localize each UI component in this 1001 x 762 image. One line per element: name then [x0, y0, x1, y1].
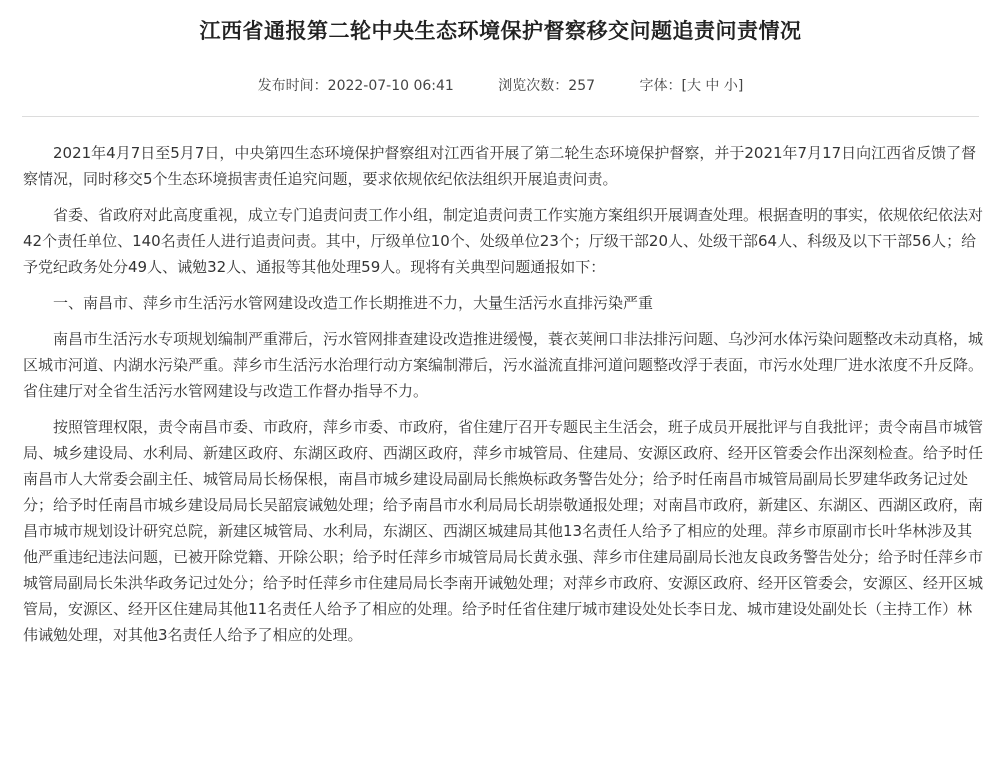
font-size-small-button[interactable]: 小 [723, 78, 738, 94]
article-title: 江西省通报第二轮中央生态环境保护督察移交问题追责问责情况 [199, 19, 802, 43]
header-divider [22, 116, 979, 117]
article-meta [0, 75, 1001, 95]
paragraph-4: 按照管理权限，责令南昌市委、市政府，萍乡市委、市政府，省住建厅召开专题民主生活会，班子成员开展批评与自我批评；责令南昌市城管局、城乡建设局、水利局、新建区政府、东湖区政府、西湖区政府，萍乡市城管局、住建局、安源区政府、经开区管委会作出深刻检查。给予时任南昌市人大常委会副主任、城管局局长杨保根，南昌市城乡建设局副局长熊焕标政务警告处分；给予时任南昌市城管局副局长罗建华政务记过处分；给予时任南昌市城乡建设局局长吴韶宸诫勉处理；给予南昌市水利局局长胡崇敬通报处理；对南昌市政府，新建区、东湖区、西湖区政府，南昌市城市规划设计研究总院，新建区城管局、水利局，东湖区、西湖区城建局其他13名责任人给予了相应的处理。萍乡市原副市长叶华林涉及其他严重违纪违法问题，已被开除党籍、开除公职；给予时任萍乡市城管局局长黄永强、萍乡市住建局副局长池友良政务警告处分；给予时任萍乡市城管局副局长朱洪华政务记过处分；给予时任萍乡市住建局局长李南开诫勉处理；对萍乡市政府、安源区政府、经开区管委会，安源区、经开区城管局，安源区、经开区住建局其他11名责任人给予了相应的处理。给予时任省住建厅城市建设处处长李日龙、城市建设处副处长（主持工作）林伟诫勉处理，对其他3名责任人给予了相应的处理。 [23, 418, 984, 644]
paragraph-1: 2021年4月7日至5月7日，中央第四生态环境保护督察组对江西省开展了第二轮生态环境保护督察，并于2021年7月17日向江西省反馈了督察情况，同时移交5个生态环境损害责任追究问题，要求依规依纪依法组织开展追责问责。 [23, 144, 977, 188]
view-count: 浏览次数：257 [498, 78, 596, 94]
font-size-medium-button[interactable]: 中 [705, 78, 720, 94]
font-size-close-bracket: ] [737, 78, 744, 94]
article-body [23, 140, 984, 658]
font-size-control [639, 75, 743, 95]
font-size-label: 字体：[ [639, 78, 687, 94]
font-size-large-button[interactable]: 大 [686, 78, 701, 94]
paragraph-2: 省委、省政府对此高度重视，成立专门追责问责工作小组，制定追责问责工作实施方案组织开展调查处理。根据查明的事实，依规依纪依法对42个责任单位、140名责任人进行追责问责。其中，厅级单位10个、处级单位23个；厅级干部20人、处级干部64人、科级及以下干部56人；给予党纪政务处分49人、诫勉32人、通报等其他处理59人。现将有关典型问题通报如下： [23, 206, 984, 276]
paragraph-3: 南昌市生活污水专项规划编制严重滞后，污水管网排查建设改造推进缓慢，蓑衣荚闸口非法排污问题、乌沙河水体污染问题整改未动真格，城区城市河道、内湖水污染严重。萍乡市生活污水治理行动方案编制滞后，污水溢流直排河道问题整改浮于表面，市污水处理厂进水浓度不升反降。省住建厅对全省生活污水管网建设与改造工作督办指导不力。 [23, 330, 984, 400]
publish-time: 发布时间：2022-07-10 06:41 [257, 78, 454, 94]
section-heading-1: 一、南昌市、萍乡市生活污水管网建设改造工作长期推进不力，大量生活污水直排污染严重 [53, 294, 654, 312]
